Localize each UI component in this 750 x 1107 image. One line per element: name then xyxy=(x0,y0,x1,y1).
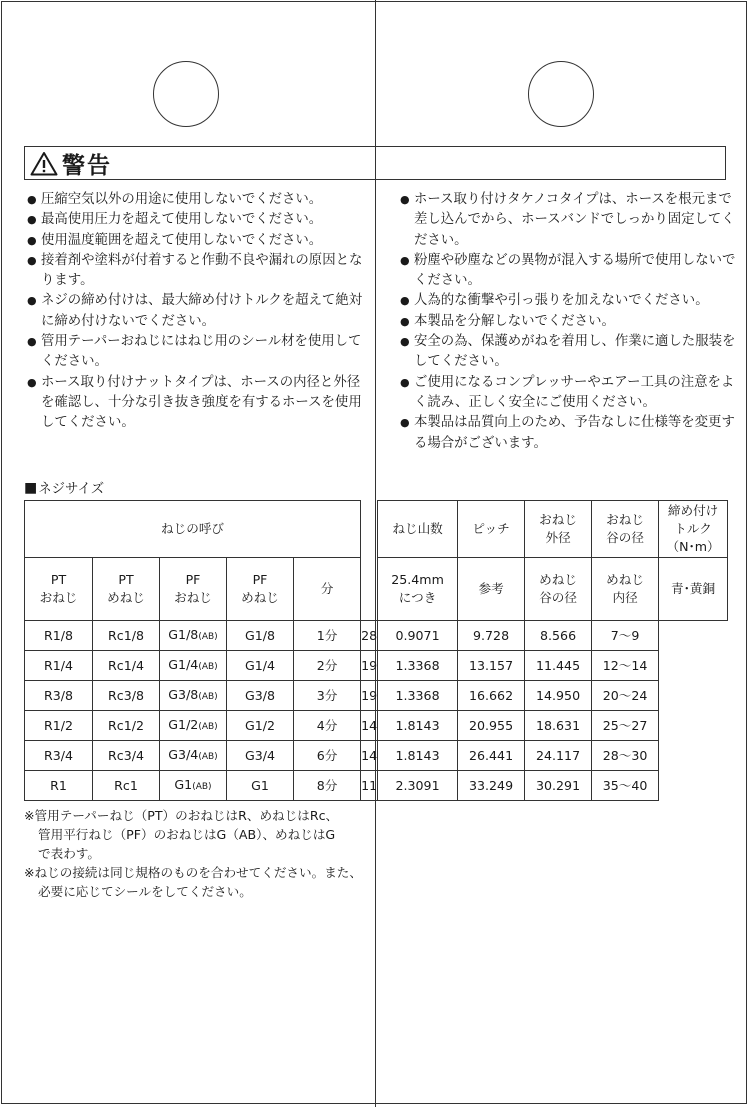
header-torque: 締め付け トルク （N･m） xyxy=(659,501,728,558)
warning-item: ● 管用テーパーおねじにはねじ用のシール材を使用してください。 xyxy=(27,332,363,373)
footnotes xyxy=(24,806,362,901)
warning-item: ● ホース取り付けタケノコタイプは、ホースを根元まで差し込んでから、ホースバンドでしっかり固定してください。 xyxy=(400,190,736,251)
warning-item: ● 本製品を分解しないでください。 xyxy=(400,312,736,332)
table-row xyxy=(25,681,728,711)
cell-pt-male: R1 xyxy=(25,771,93,801)
warning-triangle-icon xyxy=(30,151,58,176)
warning-item: ● 圧縮空気以外の用途に使用しないでください。 xyxy=(27,190,363,210)
cell-pitch: 1.8143 xyxy=(378,711,458,741)
warning-item: ● 本製品は品質向上のため、予告なしに仕様等を変更する場合がございます。 xyxy=(400,413,736,454)
hang-hole-left xyxy=(153,61,219,127)
cell-male-od: 13.157 xyxy=(458,651,525,681)
header-thread-name: ねじの呼び xyxy=(25,501,361,558)
cell-pf-female: G3/4 xyxy=(227,741,294,771)
table-header-row xyxy=(25,501,728,558)
cell-male-od: 16.662 xyxy=(458,681,525,711)
cell-pitch: 1.3368 xyxy=(378,651,458,681)
cell-pf-male-suffix: (AB) xyxy=(198,691,218,702)
warning-item: ● ホース取り付けナットタイプは、ホースの内径と外径を確認し、十分な引き抜き強度を有するホースを使用してください。 xyxy=(27,373,363,434)
cell-pf-male xyxy=(160,771,227,801)
subheader-pt-male: PT おねじ xyxy=(25,558,93,621)
footnote-line: で表わす。 xyxy=(38,846,100,861)
header-pitch: ピッチ xyxy=(458,501,525,558)
cell-pf-male xyxy=(160,711,227,741)
cell-pf-female: G3/8 xyxy=(227,681,294,711)
cell-threads: 19 xyxy=(361,651,378,681)
cell-pf-male xyxy=(160,741,227,771)
table-gap-column xyxy=(361,501,378,621)
cell-pt-female: Rc1/8 xyxy=(93,621,160,651)
cell-threads: 19 xyxy=(361,681,378,711)
cell-torque: 12〜14 xyxy=(592,651,659,681)
subheader-bu: 分 xyxy=(294,558,361,621)
cell-pitch: 0.9071 xyxy=(378,621,458,651)
cell-bu: 6分 xyxy=(294,741,361,771)
cell-pf-male-value: G1 xyxy=(174,776,193,792)
cell-pf-female: G1/4 xyxy=(227,651,294,681)
cell-pf-female: G1/2 xyxy=(227,711,294,741)
cell-male-root: 24.117 xyxy=(525,741,592,771)
cell-pf-male xyxy=(160,621,227,651)
cell-bu: 8分 xyxy=(294,771,361,801)
cell-pf-female: G1 xyxy=(227,771,294,801)
warning-item: ● 接着剤や塗料が付着すると作動不良や漏れの原因となります。 xyxy=(27,251,363,292)
header-male-od: おねじ 外径 xyxy=(525,501,592,558)
cell-male-root: 11.445 xyxy=(525,651,592,681)
cell-torque: 20〜24 xyxy=(592,681,659,711)
cell-pf-male-suffix: (AB) xyxy=(198,661,218,672)
header-male-root: おねじ 谷の径 xyxy=(592,501,659,558)
subheader-pf-female: PF めねじ xyxy=(227,558,294,621)
footnote-line: 管用平行ねじ（PF）のおねじはG（AB）、めねじはG xyxy=(38,827,336,842)
warning-item: ● 使用温度範囲を超えて使用しないでください。 xyxy=(27,231,363,251)
cell-pitch: 1.8143 xyxy=(378,741,458,771)
cell-bu: 1分 xyxy=(294,621,361,651)
cell-pt-male: R3/4 xyxy=(25,741,93,771)
footnote-line: 必要に応じてシールをしてください。 xyxy=(38,884,252,899)
cell-torque: 25〜27 xyxy=(592,711,659,741)
table-row xyxy=(25,621,728,651)
cell-pt-female: Rc3/8 xyxy=(93,681,160,711)
subheader-material: 青･黄銅 xyxy=(659,558,728,621)
cell-pf-male-value: G1/2 xyxy=(168,716,199,732)
cell-pt-female: Rc1 xyxy=(93,771,160,801)
warning-item: ● 安全の為、保護めがねを着用し、作業に適した服装をしてください。 xyxy=(400,332,736,373)
footnote-line: ※ねじの接続は同じ規格のものを合わせてください。また、 xyxy=(24,865,362,880)
subheader-per-inch: 25.4mm につき xyxy=(378,558,458,621)
subheader-female-root: めねじ 谷の径 xyxy=(525,558,592,621)
footnote-line: ※管用テーパーねじ（PT）のおねじはR、めねじはRc、 xyxy=(24,808,339,823)
section-title: ネジサイズ xyxy=(38,482,105,497)
cell-pf-male-suffix: (AB) xyxy=(192,781,212,792)
warning-item: ● ご使用になるコンプレッサーやエアー工具の注意をよく読み、正しく安全にご使用ください。 xyxy=(400,373,736,414)
warning-item: ● 粉塵や砂塵などの異物が混入する場所で使用しないでください。 xyxy=(400,251,736,292)
warning-list-left xyxy=(27,190,363,434)
section-marker: ■ xyxy=(24,479,38,496)
cell-pf-male-value: G3/4 xyxy=(168,746,199,762)
cell-bu: 4分 xyxy=(294,711,361,741)
subheader-pt-female: PT めねじ xyxy=(93,558,160,621)
cell-pf-male-suffix: (AB) xyxy=(198,751,218,762)
cell-pitch: 1.3368 xyxy=(378,681,458,711)
cell-pt-male: R1/4 xyxy=(25,651,93,681)
cell-pf-male xyxy=(160,651,227,681)
cell-pt-male: R1/8 xyxy=(25,621,93,651)
table-row xyxy=(25,771,728,801)
subheader-pf-male: PF おねじ xyxy=(160,558,227,621)
cell-threads: 14 xyxy=(361,711,378,741)
cell-threads: 11 xyxy=(361,771,378,801)
cell-pt-male: R3/8 xyxy=(25,681,93,711)
hang-hole-right xyxy=(528,61,594,127)
cell-pf-male-value: G3/8 xyxy=(168,686,199,702)
cell-pf-male-value: G1/8 xyxy=(168,626,199,642)
table-row xyxy=(25,711,728,741)
warning-item: ● 人為的な衝撃や引っ張りを加えないでください。 xyxy=(400,291,736,311)
cell-pt-male: R1/2 xyxy=(25,711,93,741)
warning-list-right xyxy=(400,190,736,454)
cell-pf-female: G1/8 xyxy=(227,621,294,651)
cell-male-od: 9.728 xyxy=(458,621,525,651)
cell-bu: 3分 xyxy=(294,681,361,711)
cell-bu: 2分 xyxy=(294,651,361,681)
cell-torque: 35〜40 xyxy=(592,771,659,801)
cell-male-root: 18.631 xyxy=(525,711,592,741)
cell-threads: 14 xyxy=(361,741,378,771)
cell-torque: 7〜9 xyxy=(592,621,659,651)
header-threads: ねじ山数 xyxy=(378,501,458,558)
cell-torque: 28〜30 xyxy=(592,741,659,771)
cell-pt-female: Rc1/4 xyxy=(93,651,160,681)
cell-pf-male-suffix: (AB) xyxy=(198,631,218,642)
warning-header xyxy=(30,147,112,179)
section-heading xyxy=(24,478,104,497)
cell-male-root: 30.291 xyxy=(525,771,592,801)
thread-size-table xyxy=(24,500,728,801)
cell-male-od: 33.249 xyxy=(458,771,525,801)
cell-pf-male-value: G1/4 xyxy=(168,656,199,672)
cell-pf-male xyxy=(160,681,227,711)
cell-male-od: 26.441 xyxy=(458,741,525,771)
cell-threads: 28 xyxy=(361,621,378,651)
table-row xyxy=(25,741,728,771)
cell-male-root: 14.950 xyxy=(525,681,592,711)
cell-pt-female: Rc1/2 xyxy=(93,711,160,741)
warning-item: ● 最高使用圧力を超えて使用しないでください。 xyxy=(27,210,363,230)
warning-box-right xyxy=(375,146,726,180)
warning-item: ● ネジの締め付けは、最大締め付けトルクを超えて絶対に締め付けないでください。 xyxy=(27,291,363,332)
table-row xyxy=(25,651,728,681)
cell-male-root: 8.566 xyxy=(525,621,592,651)
subheader-pitch-ref: 参考 xyxy=(458,558,525,621)
cell-pt-female: Rc3/4 xyxy=(93,741,160,771)
subheader-female-id: めねじ 内径 xyxy=(592,558,659,621)
cell-pitch: 2.3091 xyxy=(378,771,458,801)
warning-title: 警告 xyxy=(62,152,112,179)
cell-pf-male-suffix: (AB) xyxy=(198,721,218,732)
cell-male-od: 20.955 xyxy=(458,711,525,741)
